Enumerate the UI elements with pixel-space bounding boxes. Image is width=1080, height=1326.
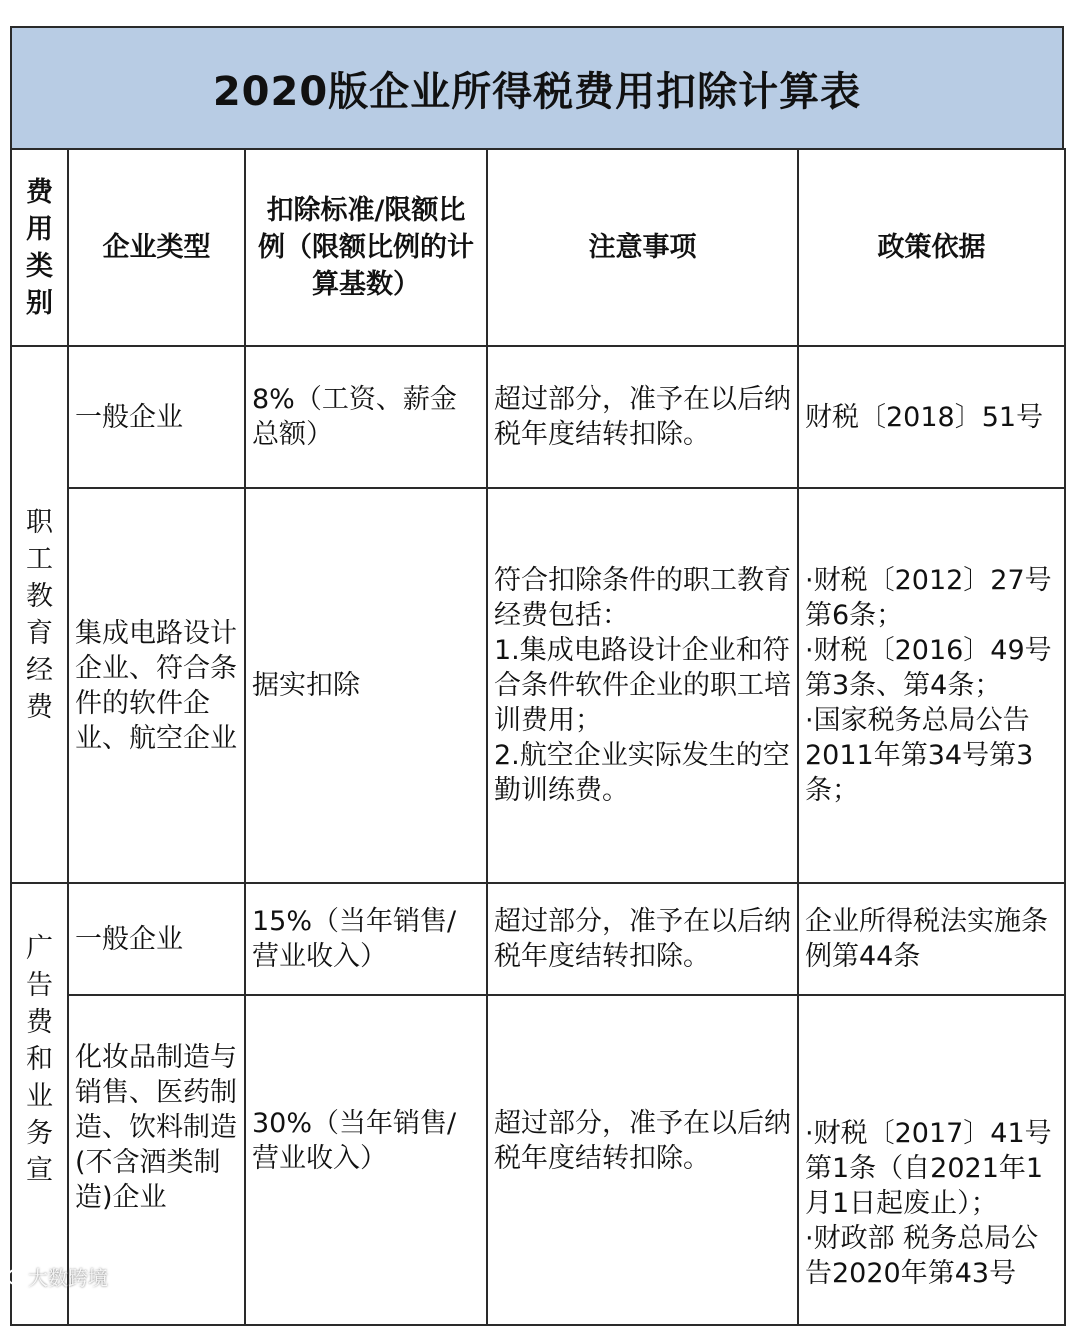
table-row [11, 346, 1065, 488]
header-notes: 注意事项 [487, 149, 798, 346]
header-category: 费用类别 [11, 149, 68, 346]
policy-cell: ·财税〔2012〕27号第6条； ·财税〔2016〕49号第3条、第4条； ·国家税务总局公告2011年第34号第3条； [798, 488, 1065, 883]
header-row [11, 149, 1065, 346]
standard-cell: 15%（当年销售/营业收入） [245, 883, 487, 995]
header-policy: 政策依据 [798, 149, 1065, 346]
standard-cell: 据实扣除 [245, 488, 487, 883]
watermark-logo-icon [6, 1268, 24, 1286]
enterprise-type-cell: 化妆品制造与销售、医药制造、饮料制造(不含酒类制造)企业 [68, 995, 245, 1325]
watermark [6, 1262, 108, 1291]
deduction-table-sheet [10, 26, 1064, 1326]
policy-cell: ·财税〔2017〕41号第1条（自2021年1月1日起废止）； ·财政部 税务总局公告2020年第43号 [798, 995, 1065, 1325]
notes-cell: 超过部分，准予在以后纳税年度结转扣除。 [487, 883, 798, 995]
header-standard: 扣除标准/限额比例（限额比例的计算基数） [245, 149, 487, 346]
watermark-text: 大数跨境 [28, 1266, 108, 1290]
standard-cell: 8%（工资、薪金总额） [245, 346, 487, 488]
table-row [11, 995, 1065, 1325]
policy-cell: 企业所得税法实施条例第44条 [798, 883, 1065, 995]
deduction-table [10, 148, 1066, 1326]
category-cell: 职工教育经费 [11, 346, 68, 883]
enterprise-type-cell: 集成电路设计企业、符合条件的软件企业、航空企业 [68, 488, 245, 883]
standard-cell: 30%（当年销售/营业收入） [245, 995, 487, 1325]
enterprise-type-cell: 一般企业 [68, 346, 245, 488]
category-cell: 广告费和业务宣 [11, 883, 68, 1325]
table-row [11, 883, 1065, 995]
enterprise-type-cell: 一般企业 [68, 883, 245, 995]
table-row [11, 488, 1065, 883]
notes-cell: 超过部分，准予在以后纳税年度结转扣除。 [487, 995, 798, 1325]
notes-cell: 超过部分，准予在以后纳税年度结转扣除。 [487, 346, 798, 488]
notes-cell: 符合扣除条件的职工教育经费包括： 1.集成电路设计企业和符合条件软件企业的职工培训费用； 2.航空企业实际发生的空勤训练费。 [487, 488, 798, 883]
header-enterprise-type: 企业类型 [68, 149, 245, 346]
policy-cell: 财税〔2018〕51号 [798, 346, 1065, 488]
table-title: 2020版企业所得税费用扣除计算表 [10, 26, 1064, 148]
